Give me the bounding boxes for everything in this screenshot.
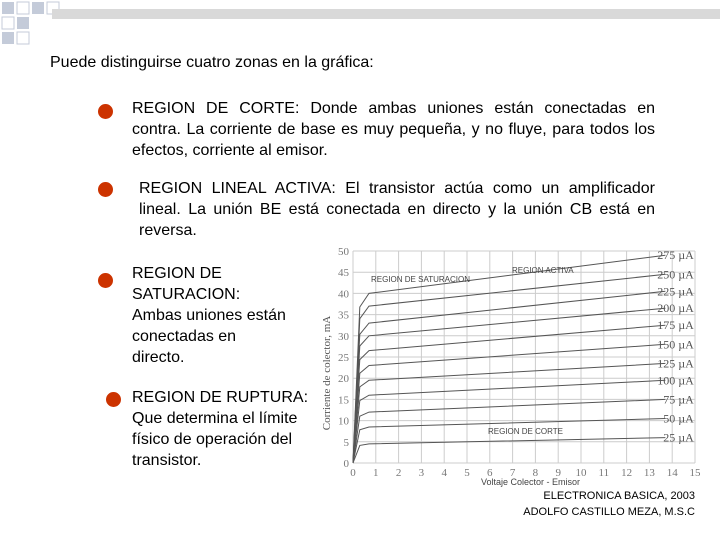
series-label: 275 µA — [657, 248, 694, 263]
series-label: 25 µA — [663, 430, 694, 445]
x-tick-label: 2 — [395, 467, 402, 479]
series-label: 225 µA — [657, 284, 694, 299]
y-tick-label: 15 — [338, 394, 349, 407]
series-label: 100 µA — [657, 373, 694, 388]
bullet-icon — [98, 104, 113, 119]
bullet-icon — [106, 392, 121, 407]
y-tick-label: 50 — [338, 246, 349, 258]
series-label: 250 µA — [657, 267, 694, 282]
x-tick-label: 10 — [575, 467, 587, 479]
x-tick-label: 4 — [441, 467, 447, 479]
x-tick-label: 13 — [643, 467, 655, 479]
footer-line2: ADOLFO CASTILLO MEZA, M.S.C — [523, 506, 695, 518]
series-label: 50 µA — [663, 411, 694, 426]
footer-line1: ELECTRONICA BASICA, 2003 — [543, 490, 695, 502]
y-tick-label: 35 — [338, 309, 349, 322]
bullet-icon — [98, 273, 113, 288]
item-title: REGION DE CORTE — [132, 100, 295, 117]
y-tick-label: 40 — [338, 288, 349, 301]
item-text: : Ambas uniones están conectadas en directo. — [132, 286, 286, 366]
series-line — [353, 344, 665, 463]
y-tick-label: 5 — [343, 436, 349, 449]
x-tick-label: 14 — [666, 467, 678, 479]
y-tick-label: 20 — [338, 373, 349, 386]
series-label: 150 µA — [657, 337, 694, 352]
series-line — [353, 291, 665, 463]
x-tick-label: 15 — [689, 467, 700, 479]
top-bar — [52, 9, 720, 19]
item-ruptura — [132, 387, 316, 471]
item-title: REGION DE RUPTURA — [132, 389, 304, 406]
x-axis-label: Voltaje Colector - Emisor — [481, 477, 581, 487]
y-tick-label: 10 — [338, 415, 349, 428]
series-label: 75 µA — [663, 392, 694, 407]
item-title: REGION LINEAL ACTIVA — [139, 180, 332, 197]
transistor-characteristic-chart — [318, 243, 700, 493]
region-label-saturacion: REGION DE SATURACION — [371, 275, 470, 284]
y-tick-label: 0 — [343, 458, 349, 470]
series-label: 200 µA — [657, 301, 694, 316]
bullet-icon — [98, 182, 113, 197]
x-tick-label: 9 — [555, 467, 561, 479]
x-tick-label: 11 — [598, 467, 610, 479]
y-tick-label: 45 — [338, 267, 349, 280]
y-tick-label: 25 — [338, 352, 349, 364]
item-saturacion — [132, 263, 292, 368]
intro-text: Puede distinguirse cuatro zonas en la gráfica: — [50, 54, 374, 71]
region-label-activa: REGION ACTIVA — [512, 266, 574, 275]
x-tick-label: 8 — [532, 467, 539, 479]
series-line — [353, 308, 665, 463]
item-lineal — [139, 178, 655, 241]
item-text: : El transistor actúa como un amplificador lineal. La unión BE está conectada en directo y la unión CB está en reversa. — [139, 180, 655, 239]
item-title: REGION DE SATURACION — [132, 265, 236, 303]
x-tick-label: 1 — [373, 467, 379, 479]
y-tick-label: 30 — [338, 330, 349, 343]
series-label: 125 µA — [657, 356, 694, 371]
item-text: : Donde ambas uniones están conectadas en contra. La corriente de base es muy pequeña, y no fluye, para todos los efectos, corriente al emisor. — [132, 100, 655, 159]
item-corte — [132, 98, 655, 161]
y-axis-label: Corriente de colector, mA — [321, 315, 333, 431]
series-line — [353, 380, 665, 463]
x-tick-label: 5 — [464, 467, 470, 479]
x-tick-label: 6 — [487, 467, 493, 479]
x-tick-label: 0 — [350, 467, 356, 479]
series-label: 175 µA — [657, 318, 694, 333]
region-label-corte: REGION DE CORTE — [488, 427, 563, 436]
item-text: : Que determina el límite físico de operación del transistor. — [132, 389, 309, 469]
x-tick-label: 7 — [509, 467, 516, 479]
decorative-squares — [0, 0, 140, 50]
x-tick-label: 3 — [418, 467, 425, 479]
x-tick-label: 12 — [621, 467, 633, 479]
